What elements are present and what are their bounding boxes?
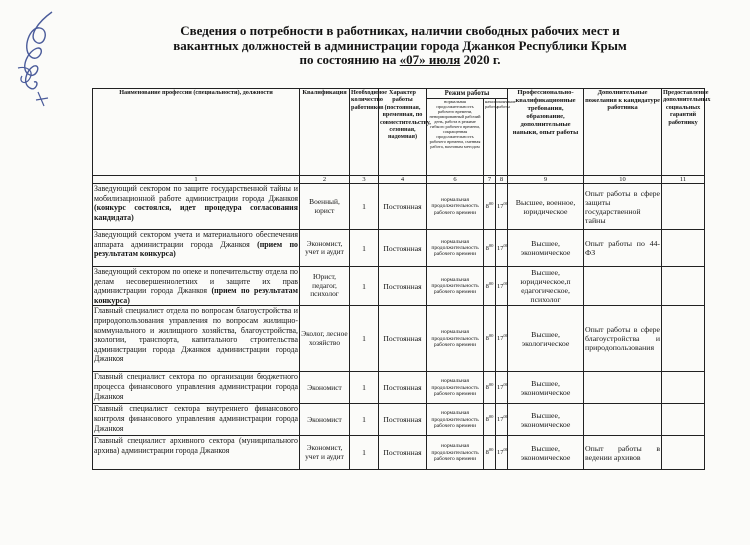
vacancy-count: 1 — [350, 404, 379, 436]
vacancy-qualification: Экономист, учет и аудит — [300, 436, 350, 470]
vacancy-nature: Постоянная — [379, 184, 427, 230]
vacancy-wishes — [584, 404, 662, 436]
vacancy-requirements: Высшее, экономическое — [508, 372, 584, 404]
vacancies-table — [92, 88, 711, 470]
vacancy-work-mode: нормальная продолжительность рабочего времени — [427, 306, 484, 372]
vacancy-end-time: $17^{00}$ — [496, 372, 508, 404]
vacancy-end-time: $17^{00}$ — [496, 184, 508, 230]
vacancy-nature: Постоянная — [379, 306, 427, 372]
title-date: «07» июля — [399, 52, 461, 67]
vacancy-requirements: Высшее, экономическое — [508, 230, 584, 267]
column-number: 6 — [427, 176, 484, 184]
column-number: 2 — [300, 176, 350, 184]
title-line-3: по состоянию на «07» июля 2020 г. — [299, 52, 501, 67]
vacancy-guarantees — [662, 372, 705, 404]
vacancy-qualification: Экономист, учет и аудит — [300, 230, 350, 267]
vacancy-qualification: Экономист — [300, 372, 350, 404]
vacancy-work-mode: нормальная продолжительность рабочего времени — [427, 184, 484, 230]
vacancy-nature: Постоянная — [379, 267, 427, 306]
vacancy-note: (прием по результатам конкурса) — [94, 239, 298, 259]
table-row — [93, 372, 705, 404]
table-row — [93, 267, 705, 306]
vacancy-name: Главный специалист отдела по вопросам благоустройства и природопользования управления по вопросам жилищно-коммунального и жилищного хозяйства, благоустройства, экологии, транспорта, капитального строительства администрации города Джанкоя администрации города Джанкоя — [93, 306, 300, 372]
col-header-start: начало работы — [484, 99, 496, 176]
col-header-count: Необходимое количество работников — [350, 89, 379, 176]
vacancy-name: Заведующий сектором учета и материального обеспечения аппарата администрации города Джанкоя (прием по результатам конкурса) — [93, 230, 300, 267]
table-row — [93, 404, 705, 436]
vacancy-nature: Постоянная — [379, 372, 427, 404]
vacancy-requirements: Высшее, юридическое,п едагогическое, психолог — [508, 267, 584, 306]
vacancy-start-time: $8^{00}$ — [484, 267, 496, 306]
vacancy-wishes: Опыт работы в ведении архивов — [584, 436, 662, 470]
title-line-2: вакантных должностей в администрации города Джанкоя Республики Крым — [173, 37, 627, 53]
vacancy-nature: Постоянная — [379, 436, 427, 470]
vacancy-end-time: $17^{00}$ — [496, 404, 508, 436]
vacancy-start-time: $8^{00}$ — [484, 230, 496, 267]
title-line-1: Сведения о потребности в работниках, наличии свободных рабочих мест и — [180, 23, 620, 38]
vacancy-requirements: Высшее, военное, юридическое — [508, 184, 584, 230]
vacancy-requirements: Высшее, экономическое — [508, 436, 584, 470]
vacancy-guarantees — [662, 306, 705, 372]
vacancy-start-time: $8^{00}$ — [484, 306, 496, 372]
vacancy-name: Заведующий сектором по защите государственной тайны и мобилизационной работе администрации города Джанкоя (конкурс состоялся, идет процедура согласования кандидата) — [93, 184, 300, 230]
column-number: 10 — [584, 176, 662, 184]
column-number: 9 — [508, 176, 584, 184]
vacancy-count: 1 — [350, 267, 379, 306]
vacancy-guarantees — [662, 404, 705, 436]
vacancy-wishes — [584, 372, 662, 404]
document-title — [100, 24, 700, 68]
vacancy-guarantees — [662, 436, 705, 470]
column-number: 8 — [496, 176, 508, 184]
vacancy-wishes: Опыт работы в сфере защиты государственной тайны — [584, 184, 662, 230]
vacancy-start-time: $8^{00}$ — [484, 184, 496, 230]
vacancy-requirements: Высшее, экологическое — [508, 306, 584, 372]
vacancy-name: Главный специалист сектора внутреннего финансового контроля финансового управления администрации города Джанкоя — [93, 404, 300, 436]
col-header-nature: Характер работы (постоянная, временная, по совместительству, сезонная, надомная) — [379, 89, 427, 176]
vacancy-wishes — [584, 267, 662, 306]
vacancy-work-mode: нормальная продолжительность рабочего времени — [427, 404, 484, 436]
vacancy-wishes: Опыт работы по 44-ФЗ — [584, 230, 662, 267]
vacancy-count: 1 — [350, 436, 379, 470]
column-numbers-row — [93, 176, 705, 184]
vacancy-start-time: $8^{00}$ — [484, 436, 496, 470]
handwritten-signature — [8, 8, 60, 108]
vacancy-requirements: Высшее, экономическое — [508, 404, 584, 436]
col-header-work-mode: Режим работы — [427, 89, 508, 99]
vacancy-nature: Постоянная — [379, 230, 427, 267]
col-header-end: окончание работы — [496, 99, 508, 176]
vacancy-guarantees — [662, 230, 705, 267]
vacancy-nature: Постоянная — [379, 404, 427, 436]
table-row — [93, 230, 705, 267]
vacancy-note: (прием по результатам конкурса) — [94, 286, 298, 305]
column-number: 11 — [662, 176, 705, 184]
col-header-work-mode-desc: нормальная продолжительность рабочего времени, ненормированный рабочий день, работа в режиме гибкого рабочего времени, сокращенная продолжительность рабочего времени, сменная работа, вахтовым методом — [427, 99, 484, 176]
column-number: 4 — [379, 176, 427, 184]
vacancy-end-time: $17^{00}$ — [496, 267, 508, 306]
vacancy-qualification: Военный, юрист — [300, 184, 350, 230]
vacancy-count: 1 — [350, 184, 379, 230]
vacancy-qualification: Экономист — [300, 404, 350, 436]
col-header-requirements: Профессионально-квалификационные требования, образование, дополнительные навыки, опыт работы — [508, 89, 584, 176]
vacancy-work-mode: нормальная продолжительность рабочего времени — [427, 436, 484, 470]
vacancy-count: 1 — [350, 306, 379, 372]
vacancy-end-time: $17^{00}$ — [496, 230, 508, 267]
vacancy-end-time: $17^{00}$ — [496, 306, 508, 372]
vacancy-name: Главный специалист архивного сектора (муниципального архива) администрации города Джанкоя — [93, 436, 300, 470]
vacancy-work-mode: нормальная продолжительность рабочего времени — [427, 267, 484, 306]
vacancy-count: 1 — [350, 372, 379, 404]
col-header-wishes: Дополнительные пожелания к кандидатуре работника — [584, 89, 662, 176]
column-number: 1 — [93, 176, 300, 184]
vacancy-work-mode: нормальная продолжительность рабочего времени — [427, 230, 484, 267]
vacancy-name: Главный специалист сектора по организации бюджетного процесса финансового управления администрации города Джанкоя — [93, 372, 300, 404]
vacancy-wishes: Опыт работы в сфере благоустройства и природопользования — [584, 306, 662, 372]
vacancy-note: (конкурс состоялся, идет процедура согласования кандидата) — [94, 203, 298, 222]
column-number: 7 — [484, 176, 496, 184]
table-row — [93, 436, 705, 470]
col-header-guarantees: Предоставление дополнительных социальных гарантий работнику — [662, 89, 705, 176]
vacancy-guarantees — [662, 184, 705, 230]
vacancy-start-time: $8^{00}$ — [484, 404, 496, 436]
vacancy-qualification: Эколог, лесное хозяйство — [300, 306, 350, 372]
vacancy-guarantees — [662, 267, 705, 306]
table-row — [93, 184, 705, 230]
vacancy-count: 1 — [350, 230, 379, 267]
vacancy-work-mode: нормальная продолжительность рабочего времени — [427, 372, 484, 404]
vacancy-start-time: $8^{00}$ — [484, 372, 496, 404]
table-row — [93, 306, 705, 372]
col-header-qualification: Квалификация — [300, 89, 350, 176]
col-header-name: Наименование профессии (специальности), должности — [93, 89, 300, 176]
vacancy-name: Заведующий сектором по опеке и попечительству отдела по делам несовершеннолетних и защите их прав администрации города Джанкоя (прием по результатам конкурса) — [94, 267, 298, 305]
column-number: 3 — [350, 176, 379, 184]
vacancy-qualification: Юрист, педагог, психолог — [300, 267, 350, 306]
vacancy-end-time: $17^{00}$ — [496, 436, 508, 470]
